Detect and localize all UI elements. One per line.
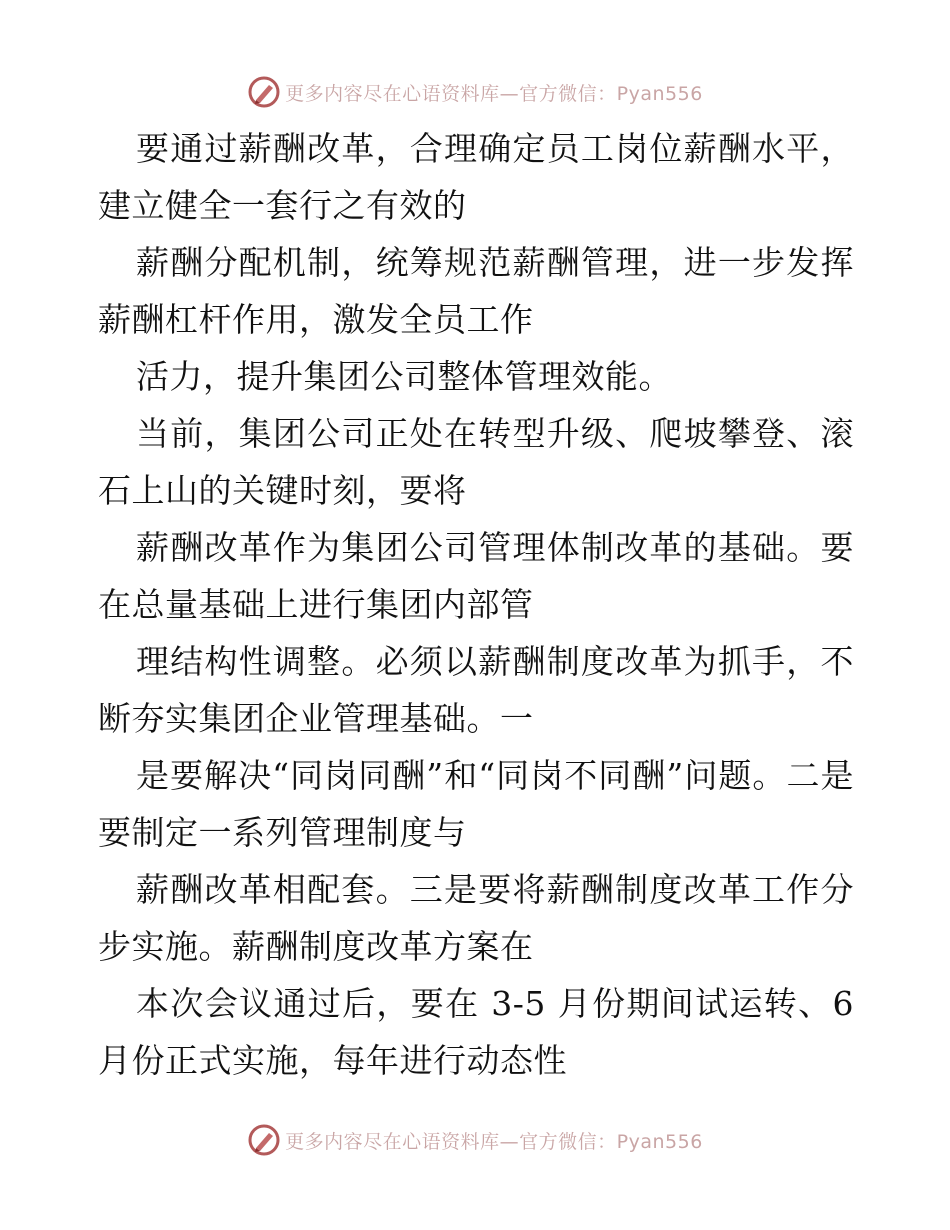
paragraph-7: 是要解决“同岗同酬”和“同岗不同酬”问题。二是要制定一系列管理制度与 xyxy=(98,756,854,852)
watermark-text: 更多内容尽在心语资料库—官方微信：Pyan556 xyxy=(285,82,703,105)
document-body xyxy=(98,120,854,1089)
footer-watermark xyxy=(0,1120,950,1160)
watermark-text: 更多内容尽在心语资料库—官方微信：Pyan556 xyxy=(285,1130,703,1153)
header-watermark xyxy=(0,72,950,112)
paragraph-2: 薪酬分配机制，统筹规范薪酬管理，进一步发挥薪酬杠杆作用，激发全员工作 xyxy=(98,243,854,339)
pen-logo-icon xyxy=(247,1123,281,1157)
paragraph-4: 当前，集团公司正处在转型升级、爬坡攀登、滚石上山的关键时刻，要将 xyxy=(98,414,854,510)
paragraph-3: 活力，提升集团公司整体管理效能。 xyxy=(136,357,672,396)
pen-logo-icon xyxy=(247,75,281,109)
paragraph-8: 薪酬改革相配套。三是要将薪酬制度改革工作分步实施。薪酬制度改革方案在 xyxy=(98,870,854,966)
paragraph-6: 理结构性调整。必须以薪酬制度改革为抓手，不断夯实集团企业管理基础。一 xyxy=(98,642,854,738)
paragraph-1: 要通过薪酬改革，合理确定员工岗位薪酬水平，建立健全一套行之有效的 xyxy=(98,129,854,225)
paragraph-9: 本次会议通过后，要在 3-5 月份期间试运转、6 月份正式实施，每年进行动态性 xyxy=(98,984,854,1080)
paragraph-5: 薪酬改革作为集团公司管理体制改革的基础。要在总量基础上进行集团内部管 xyxy=(98,528,854,624)
